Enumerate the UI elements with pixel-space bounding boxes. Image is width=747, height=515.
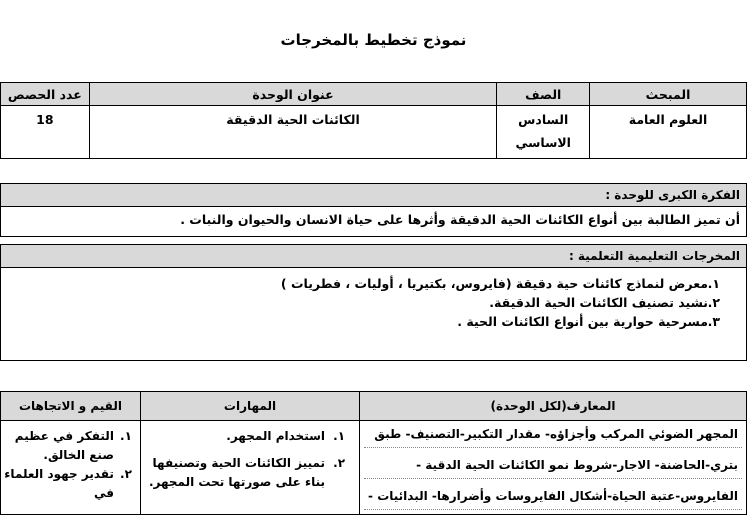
header-periods: عدد الحصص <box>1 83 90 106</box>
bottom-header-row <box>1 392 747 421</box>
grade-value <box>497 106 590 159</box>
header-subject: المبحث <box>590 83 747 106</box>
big-idea-heading: الفكرة الكبرى للوحدة : <box>1 184 746 207</box>
big-idea-text: أن تميز الطالبة بين أنواع الكائنات الحية الدقيقة وأثرها على حياة الانسان والحيوان والنبات . <box>180 212 740 227</box>
list-number: ١. <box>707 276 720 291</box>
grade-line-2: الاساسي <box>515 135 571 150</box>
list-item-text: التفكر في عظيم صنع الخالق. <box>14 429 114 462</box>
list-item-text: تقدير جهود العلماء في <box>4 467 114 500</box>
list-item-text: مسرحية حوارية بين أنواع الكائنات الحية . <box>457 314 708 329</box>
info-header-row <box>1 83 747 106</box>
header-skills: المهارات <box>140 392 359 421</box>
values-list <box>1 427 140 503</box>
list-item <box>1 465 140 503</box>
unit-title-value: الكائنات الحية الدقيقة <box>89 106 497 159</box>
subject-value: العلوم العامة <box>590 106 747 159</box>
page-title: نموذج تخطيط بالمخرجات <box>280 31 467 49</box>
list-item <box>141 427 359 446</box>
knowledge-line: المجهر الضوئي المركب وأجزاؤه- مقدار التكبير-التصنيف- طبق <box>364 421 742 448</box>
knowledge-line: بتري-الحاضنة- الاجار-شروط نمو الكائنات الحية الدقية - <box>364 452 742 479</box>
header-knowledge: المعارف(لكل الوحدة) <box>360 392 747 421</box>
header-values: القيم و الاتجاهات <box>1 392 141 421</box>
list-item-text: استخدام المجهر. <box>226 429 326 443</box>
header-grade: الصف <box>497 83 590 106</box>
list-item <box>1 293 746 312</box>
list-item-text: تمييز الكائنات الحية وتصنيفها بناء على صورتها تحت المجهر. <box>148 456 326 489</box>
list-item-text: معرض لنماذج كائنات حية دقيقة (فايروس، بكتيريا ، أوليات ، فطريات ) <box>280 276 708 291</box>
knowledge-cell <box>360 421 747 515</box>
knowledge-skills-values-table <box>0 391 747 515</box>
list-number: ٢. <box>333 456 346 470</box>
info-values-row <box>1 106 747 159</box>
list-item <box>1 427 140 465</box>
learning-outcomes-list <box>1 274 746 331</box>
list-number: ١. <box>120 429 132 443</box>
bottom-content-row <box>1 421 747 515</box>
values-cell <box>1 421 141 515</box>
unit-info-table <box>0 82 747 159</box>
list-number: ٢. <box>120 467 132 481</box>
list-number: ١. <box>333 429 346 443</box>
big-idea-box <box>0 183 747 237</box>
list-item <box>1 312 746 331</box>
list-item-text: نشيد تصنيف الكائنات الحية الدقيقة. <box>489 295 708 310</box>
skills-cell <box>140 421 359 515</box>
knowledge-line: الفايروس-عتبة الحياة-أشكال الفايروسات وأضرارها- البدائيات - <box>364 483 742 510</box>
list-item <box>141 454 359 492</box>
list-item <box>1 274 746 293</box>
learning-outcomes-box <box>0 244 747 361</box>
periods-value: 18 <box>1 106 90 159</box>
header-unit-title: عنوان الوحدة <box>89 83 497 106</box>
list-number: ٢. <box>707 295 720 310</box>
list-number: ٣. <box>707 314 720 329</box>
skills-list <box>141 427 359 492</box>
learning-outcomes-heading: المخرجات التعليمية التعلمية : <box>1 245 746 268</box>
grade-line-1: السادس <box>518 112 569 127</box>
